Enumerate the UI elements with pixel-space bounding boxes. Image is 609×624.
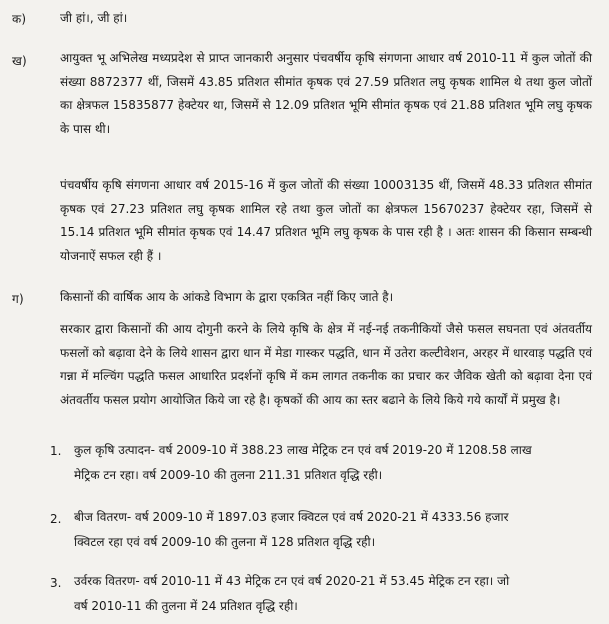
list-item-line: मेट्रिक टन रहा। वर्ष 2009-10 की तुलना 211.31 प्रतिशत वृद्धि रही। [74, 468, 383, 482]
list-item-line: कुल कृषि उत्पादन- वर्ष 2009-10 में 388.23 लाख मेट्रिक टन एवं वर्ष 2019-20 में 1208.58 लाख [74, 443, 532, 457]
list-item [74, 505, 594, 555]
section-kh-para2-text: पंचवर्षीय कृषि संगणना आधार वर्ष 2015-16 में कुल जोतों की संख्या 10003135 थीं, जिसमें 48.33 प्रतिशत सीमांत कृषक एवं 27.23 प्रतिशत लघु कृषक शामिल रहे तथा कुल जोतों का क्षेत्रफल 15670237 हेक्टेयर रहा, जिसमें से 15.14 प्रतिशत भूमि सीमांत कृषक एवं 14.47 प्रतिशत भूमि लघु कृषक के पास रही है । अतः शासन की किसान सम्बन्धी योजनाऐं सफल रही हैं । [60, 178, 592, 263]
section-g-para-text: सरकार द्वारा किसानों की आय दोगुनी करने के लिये कृषि के क्षेत्र में नई-नई तकनीकियों जैसे फसल सघनता एवं अंतवर्तीय फसलों को बढ़ावा देने के लिये शासन द्वारा धान में मेडा गास्कर पद्धति, धान में उतेरा कल्टीवेशन, अरहर में धारवाड़ पद्धति एवं गन्ना में मल्चिंग पद्धति फसल आधारित प्रदर्शनों कृषि में कम लागत तकनीक का प्रचार कर जैविक खेती को बढ़ावा देना एवं अंतवर्तीय फसल प्रयोग आयोजित किये जा रहे है। कृषकों की आय का स्तर बढाने के लिये किये गये कार्यों में प्रमुख है। [60, 322, 592, 407]
section-g-paragraph [60, 318, 592, 412]
section-label-kh: ख) [12, 54, 27, 68]
list-item-line: क्विटल रहा एवं वर्ष 2009-10 की तुलना में 128 प्रतिशत वृद्धि रही। [74, 535, 376, 549]
list-item-number: 1. [50, 444, 62, 458]
list-item [74, 569, 594, 619]
list-item-number: 3. [50, 576, 62, 590]
section-g-intro [60, 286, 592, 310]
section-label-g: ग) [12, 292, 24, 306]
section-kh-para1-text: आयुक्त भू अभिलेख मध्यप्रदेश से प्राप्त जानकारी अनुसार पंचवर्षीय कृषि संगणना आधार वर्ष 2010-11 में कुल जोतों की संख्या 8872377 थीं, जिसमें 43.85 प्रतिशत सीमांत कृषक एवं 27.59 प्रतिशत लघु कृषक शामिल थे तथा कुल जोतों का क्षेत्रफल 15835877 हेक्टेयर था, जिसमें से 12.09 प्रतिशत भूमि सीमांत कृषक एवं 21.88 प्रतिशत भूमि लघु कृषक के पास थी। [60, 51, 592, 136]
section-g-intro-text: किसानों की वार्षिक आय के आंकडे विभाग के द्वारा एकत्रित नहीं किए जाते है। [60, 290, 394, 304]
section-label-k: क) [12, 12, 27, 26]
list-item-line: उर्वरक वितरण- वर्ष 2010-11 में 43 मेट्रिक टन एवं वर्ष 2020-21 में 53.45 मेट्रिक टन रहा। जो [74, 574, 510, 588]
section-kh-paragraph-2 [60, 174, 592, 268]
list-item-line: वर्ष 2010-11 की तुलना में 24 प्रतिशत वृद्धि रही। [74, 599, 298, 613]
section-k-answer: जी हां।, जी हां। [60, 11, 128, 25]
section-k-text [60, 7, 592, 31]
section-kh-paragraph-1 [60, 47, 592, 141]
list-item-number: 2. [50, 512, 62, 526]
list-item [74, 438, 594, 488]
list-item-line: बीज वितरण- वर्ष 2009-10 में 1897.03 हजार क्विटल एवं वर्ष 2020-21 में 4333.56 हजार [74, 510, 509, 524]
